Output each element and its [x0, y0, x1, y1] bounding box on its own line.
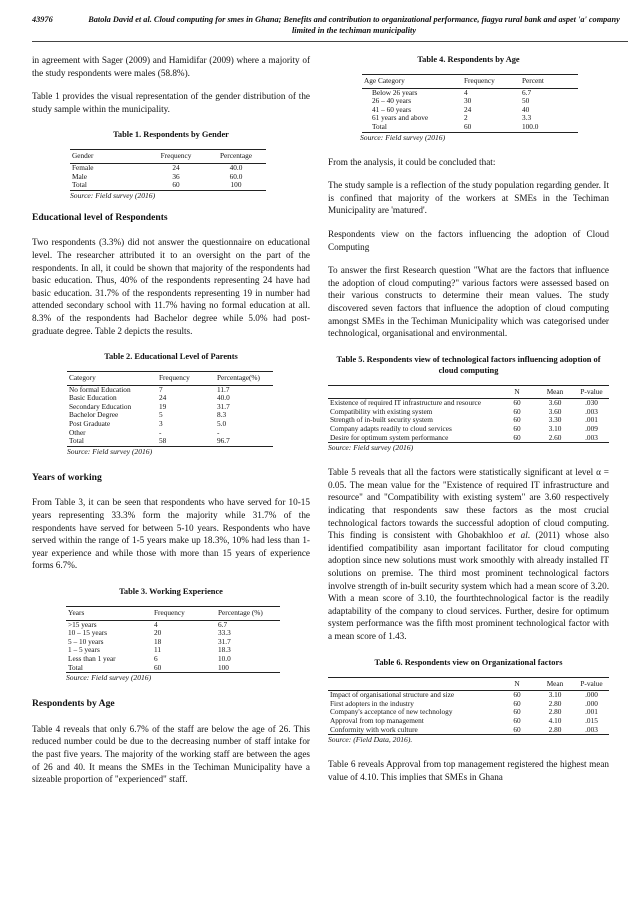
header-cell: P-value [574, 677, 609, 691]
table-cell: 60 [513, 398, 521, 408]
table-cell: 24 [172, 162, 180, 172]
table-cell: 40.0 [217, 393, 230, 403]
table-cell: 60.0 [229, 171, 243, 181]
table2-source: Source: Field survey (2016) [67, 446, 153, 456]
header-cell: Gender [70, 150, 146, 164]
table-cell: Basic Education [69, 393, 117, 403]
table-cell: 30 [464, 96, 472, 106]
table-cell: First adopters in the industry [330, 698, 414, 708]
table-cell: 60 [513, 698, 521, 708]
table4 [362, 74, 578, 133]
table-cell: Strength of in-built security system [330, 415, 433, 425]
header-cell: Mean [536, 677, 574, 691]
table-cell: 2.80 [548, 707, 562, 717]
table-cell: .003 [585, 406, 598, 416]
paragraph: in agreement with Sager (2009) and Hamidifar (2009) where a majority of the study respondents were males (58.8%). [32, 55, 310, 78]
table2-caption: Table 2. Educational Level of Parents [104, 352, 238, 362]
table-cell: 8.3 [217, 410, 227, 420]
table-row [67, 437, 273, 446]
header-cell: Mean [536, 385, 574, 399]
table-cell: .001 [585, 707, 598, 717]
right-column [328, 54, 609, 794]
table-cell: 10 – 15 years [68, 628, 108, 638]
table-cell: 40 [522, 104, 530, 114]
table-cell: 11.7 [217, 384, 230, 394]
table-cell: 3.60 [548, 406, 562, 416]
table-cell: .000 [585, 690, 598, 700]
table-cell: 60 [498, 726, 536, 735]
table-row [67, 420, 273, 429]
table-cell: 18 [154, 636, 162, 646]
header-cell: P-value [574, 385, 609, 399]
table-cell: Total [67, 437, 157, 446]
table-cell: Existence of required IT infrastructure and resource [330, 398, 482, 408]
section-heading-age: Respondents by Age [32, 698, 115, 710]
table-cell: Total [66, 664, 152, 673]
table6 [328, 677, 609, 736]
table-cell: Total [362, 123, 462, 132]
header-cell: N [498, 385, 536, 399]
table-row [70, 181, 266, 190]
table-cell: No formal Education [69, 384, 131, 394]
table-header-row [328, 385, 609, 399]
table-cell: 100.0 [520, 123, 578, 132]
section-heading-years: Years of working [32, 471, 102, 483]
table-cell: 2.80 [536, 726, 574, 735]
table3-source: Source: Field survey (2016) [66, 673, 152, 683]
table-row [66, 664, 280, 673]
table-cell: 6 [154, 653, 158, 663]
table-cell: 60 [513, 707, 521, 717]
table-cell: 1 – 5 years [68, 645, 100, 655]
table-cell: Total [70, 181, 146, 190]
table5-caption: Table 5. Respondents view of technological factors influencing adoption of cloud computing [336, 354, 601, 375]
table-cell: .001 [585, 415, 598, 425]
left-column [32, 54, 310, 797]
table-cell: Company's acceptance of new technology [330, 707, 453, 717]
header-cell: Frequency [152, 607, 216, 621]
table-cell: 36 [172, 171, 180, 181]
table-cell: .015 [585, 715, 598, 725]
header-cell [328, 677, 498, 691]
table-cell: Approval from top management [330, 715, 424, 725]
table-header-row [70, 150, 266, 164]
header-cell: Frequency [146, 150, 206, 164]
table6-caption: Table 6. Respondents view on Organizational factors [374, 657, 563, 667]
paragraph: Respondents view on the factors influencing the adoption of Cloud Computing [328, 228, 609, 252]
table4-source: Source: Field survey (2016) [360, 132, 446, 142]
header-cell: Frequency [462, 75, 520, 89]
table-cell: 40.0 [229, 162, 243, 172]
table-cell: Bachelor Degree [69, 410, 119, 420]
paragraph: The study sample is a reflection of the study population regarding gender. It is confined that majority of the workers at SMEs in the Techiman Municipality are 'matured'. [328, 180, 609, 216]
table-header-row [66, 607, 280, 621]
table3-caption: Table 3. Working Experience [119, 587, 223, 596]
table-cell: 3 [159, 419, 163, 429]
table-cell: - [159, 427, 162, 437]
table-cell: 50 [522, 96, 530, 106]
table-cell: 19 [159, 401, 167, 411]
table-cell: 2.80 [548, 698, 562, 708]
table-cell: Compatibility with existing system [330, 406, 433, 416]
table-header-row [362, 75, 578, 89]
table-cell: 61 years and above [372, 113, 429, 123]
header-cell: Percentage [206, 150, 266, 164]
table-cell: - [217, 427, 220, 437]
table-cell: 26 – 40 years [372, 96, 412, 106]
table-cell: 3.3 [522, 113, 532, 123]
table-row [66, 655, 280, 664]
table-row [328, 726, 609, 735]
table-cell: 5.0 [217, 419, 227, 429]
table-row [328, 434, 609, 443]
table1 [70, 149, 266, 190]
table-cell: 10.0 [218, 653, 231, 663]
table-cell: 60 [513, 690, 521, 700]
table-cell: .003 [574, 726, 609, 735]
table-cell: Secondary Education [69, 401, 132, 411]
table1-caption: Table 1. Respondents by Gender [113, 130, 229, 140]
table-cell: 60 [513, 424, 521, 434]
table2 [67, 371, 273, 447]
table-cell: 3.30 [548, 415, 562, 425]
table-cell: Male [72, 171, 87, 181]
table-cell: 3.10 [548, 424, 562, 434]
header-cell: Category [67, 372, 157, 386]
table-cell: Female [72, 162, 94, 172]
table-cell: 33.3 [218, 628, 231, 638]
page-number: 43976 [32, 15, 53, 24]
header-rule [32, 41, 628, 42]
table-cell: Desire for optimum system performance [328, 434, 498, 443]
paragraph: To answer the first Research question "What are the factors that influence the adoption of cloud computing?" various factors were assessed based on their various constructs to determine their mean values. The study discovered seven factors that influence the adoption of cloud computing amongst SMEs in the Techiman Municipality which was categorised under technological, organisational and environmental. [328, 265, 609, 339]
table-cell: 100 [206, 181, 266, 190]
table-cell: .030 [585, 398, 598, 408]
table-cell: 11 [154, 645, 162, 655]
table-cell: .000 [585, 698, 598, 708]
table-cell: 60 [513, 406, 521, 416]
paragraph: From the analysis, it could be concluded that: [328, 156, 496, 167]
table-cell: 96.7 [215, 437, 273, 446]
table-cell: 24 [159, 393, 167, 403]
table-cell: 58 [157, 437, 215, 446]
table-cell: Conformity with work culture [328, 726, 498, 735]
table-cell: 4 [464, 87, 468, 97]
table-cell: >15 years [68, 619, 97, 629]
table-cell: 60 [146, 181, 206, 190]
paragraph-text: . (2011) whose also identified compatibility asan important facilitator for cloud computing adoption since new solutions must work smoothly with already installed IT solutions on premise. The third most prominent technological factors involve strength of in-built security system which had a mean score of 3.20. With a mean score of 3.10, the fourthtechnological factor is the readily adaptability of the company to cloud services. Further, desire for optimum system performance was the fifth most prominent technological factor with a mean score of 1.43. [328, 530, 609, 641]
table-cell: Post Graduate [69, 419, 111, 429]
header-cell: Percentage(%) [215, 372, 273, 386]
table-cell: Company adapts readily to cloud services [330, 424, 452, 434]
table5-source: Source: Field survey (2016) [328, 443, 414, 453]
header-cell: Age Category [362, 75, 462, 89]
table-cell: .003 [574, 434, 609, 443]
table-cell: 60 [513, 415, 521, 425]
paragraph: Table 6 reveals Approval from top management registered the highest mean value of 4.10. This implies that SMEs in Ghana [328, 759, 609, 782]
table-cell: 7 [159, 384, 163, 394]
table1-source: Source: Field survey (2016) [70, 190, 156, 200]
table-cell: 18.3 [218, 645, 231, 655]
paragraph [328, 466, 609, 642]
table-cell: Less than 1 year [68, 653, 116, 663]
paragraph: Two respondents (3.3%) did not answer the questionnaire on educational level. The researcher attributed it to an oversight on the part of the respondents. In all, it could be shown that majority of the respondents had basic education. Thus, 40% of the respondents representing 24 have had basic education. 31.7% of the respondents representing 19 in number had attended secondary school with 11.7% having no formal education at all. 8.3% of the respondents had Bachelor degree while 5.0% had post-graduate degree. Table 2 depicts the results. [32, 237, 310, 336]
section-heading-education: Educational level of Respondents [32, 211, 168, 223]
running-title: Batola David et al. Cloud computing for smes in Ghana; Benefits and contribution to organizational performance, fiagya rural bank and aspet 'a' company limited in the techiman municipality [88, 15, 620, 35]
header-cell [328, 385, 498, 399]
table-cell: 6.7 [522, 87, 532, 97]
table-row [362, 123, 578, 132]
header-cell: Frequency [157, 372, 215, 386]
table-cell: 60 [152, 664, 216, 673]
paragraph-text: Table 5 reveals that all the factors were statistically significant at level α = 0.05. The mean value for the "Existence of required IT infrastructure and resource" and "Compatibility with existing system" are 3.60 respectively indicating that respondents saw these factors as the most crucial technological factors towards the successful adoption of cloud computing. This finding is consistent with Ghobakhloo [328, 467, 609, 541]
table-cell: 4.10 [548, 715, 562, 725]
table-cell: 100 [216, 664, 280, 673]
table-cell: 41 – 60 years [372, 104, 412, 114]
paragraph: Table 1 provides the visual representation of the gender distribution of the study sample within the municipality. [32, 91, 310, 114]
table-cell: .009 [585, 424, 598, 434]
table-cell: 2 [464, 113, 468, 123]
table-cell: 60 [498, 434, 536, 443]
table-cell: 60 [513, 715, 521, 725]
table-row [67, 429, 273, 438]
table4-caption: Table 4. Respondents by Age [417, 55, 520, 64]
header-cell: Percentage (%) [216, 607, 280, 621]
paragraph: Table 4 reveals that only 6.7% of the staff are below the age of 26. This reduced number could be due to the decreasing number of staff intake for the past five years. The majority of the working staff are between the ages of 26 and 40. It means the SMEs in the Techiman Municipality have a sizeable proportion of "experienced" staff. [32, 723, 310, 785]
table-cell: 2.60 [536, 434, 574, 443]
table-cell: 20 [154, 628, 162, 638]
table-cell: 31.7 [217, 401, 230, 411]
table-header-row [328, 677, 609, 691]
header-cell: Years [66, 607, 152, 621]
table-cell: 6.7 [218, 619, 228, 629]
table-cell: Below 26 years [372, 87, 418, 97]
table3 [66, 606, 280, 673]
table-cell: Impact of organisational structure and size [330, 690, 455, 700]
table-header-row [67, 372, 273, 386]
table-cell: 24 [464, 104, 472, 114]
table-cell: 4 [154, 619, 158, 629]
table6-source: Source: (Field Data, 2016). [328, 735, 413, 745]
table-cell: 3.10 [548, 690, 562, 700]
header-cell: Percent [520, 75, 578, 89]
paragraph-text: et al [508, 530, 528, 541]
table-cell: 5 – 10 years [68, 636, 104, 646]
table-cell: Other [69, 427, 86, 437]
paragraph: From Table 3, it can be seen that respondents who have served for 10-15 years representing 33.3% form the majority while 31.7% of the respondents have served for between 5-10 years. Respondents who have served within the range of 1-5 years make up 18.3%, 10% had less than 1-year experience and while those with more than 15 years of experience forms 6.7%. [32, 497, 310, 571]
table-cell: 3.60 [548, 398, 562, 408]
table-cell: 60 [462, 123, 520, 132]
header-cell: N [498, 677, 536, 691]
table-cell: 5 [159, 410, 163, 420]
table5 [328, 385, 609, 444]
table-cell: 31.7 [218, 636, 231, 646]
